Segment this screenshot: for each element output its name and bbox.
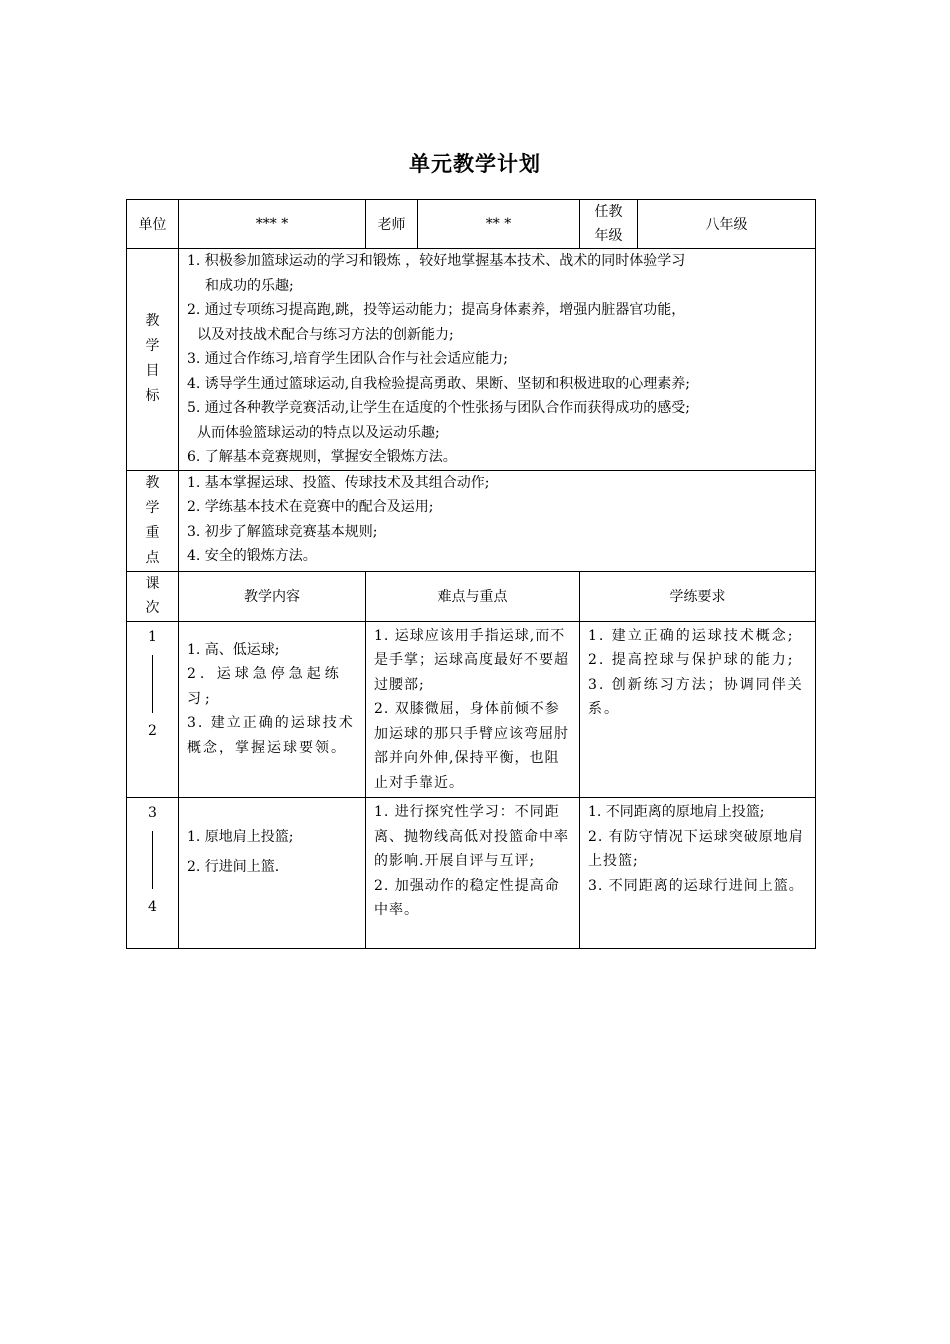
lesson-header xyxy=(127,571,179,621)
lesson-to: 4 xyxy=(148,899,157,915)
grade-label-line-2: 年级 xyxy=(594,228,623,244)
difficulty-cell xyxy=(366,621,580,798)
difficulty-cell xyxy=(366,798,580,949)
key-points-row xyxy=(127,470,816,571)
requirement-item: 2. 提高控球与保护球的能力; xyxy=(588,652,795,668)
header-row xyxy=(127,200,816,249)
requirement-item: 2. 有防守情况下运球突破原地肩上投篮; xyxy=(588,828,804,869)
objectives-label-char: 目 xyxy=(145,363,160,380)
unit-plan-table xyxy=(126,199,816,949)
requirements-cell xyxy=(580,798,816,949)
difficulty-item: 2. 加强动作的稳定性提高命中率。 xyxy=(374,877,560,918)
requirements-cell xyxy=(580,621,816,798)
difficulty-header: 难点与重点 xyxy=(366,571,580,621)
objective-item: 6. 了解基本竞赛规则，掌握安全锻炼方法。 xyxy=(187,449,457,465)
unit-value: *** * xyxy=(179,200,366,249)
teacher-value: ** * xyxy=(418,200,580,249)
objective-item: 5. 通过各种教学竞赛活动,让学生在适度的个性张扬与团队合作而获得成功的感受; xyxy=(187,400,690,416)
column-header-row xyxy=(127,571,816,621)
content-cell xyxy=(179,621,366,798)
requirement-item: 1. 建立正确的运球技术概念; xyxy=(588,627,795,644)
difficulty-item: 2. 双膝微屈，身体前倾不参加运球的那只手臂应该弯屈肘部并向外伸,保持平衡，也阻止对手靠近。 xyxy=(374,701,569,791)
objective-item: 从而体验篮球运动的特点以及运动乐趣; xyxy=(197,424,440,441)
content-item: 1. 高、低运球; xyxy=(187,641,280,658)
key-points-list xyxy=(179,470,816,571)
objectives-list xyxy=(179,249,816,471)
content-item: 2. 行进间上篮. xyxy=(187,859,280,875)
key-points-label-char: 教 xyxy=(145,474,160,491)
key-point-item: 1. 基本掌握运球、投篮、传球技术及其组合动作; xyxy=(187,474,490,491)
requirement-item: 3. 创新练习方法；协调同伴关系。 xyxy=(588,676,804,717)
content-header: 教学内容 xyxy=(179,571,366,621)
objectives-row xyxy=(127,249,816,471)
objective-item: 以及对技战术配合与练习方法的创新能力; xyxy=(197,326,454,343)
key-point-item: 4. 安全的锻炼方法。 xyxy=(187,548,317,564)
table-row xyxy=(127,798,816,949)
lesson-from: 1 xyxy=(148,628,157,645)
objectives-label-char: 教 xyxy=(145,313,160,330)
range-line xyxy=(152,655,153,713)
difficulty-item: 1. 运球应该用手指运球,而不是手掌；运球高度最好不要超过腰部; xyxy=(374,627,569,693)
objective-item: 2. 通过专项练习提高跑,跳，投等运动能力；提高身体素养，增强内脏器官功能， xyxy=(187,302,686,318)
objectives-label xyxy=(127,249,179,471)
objective-item: 4. 诱导学生通过篮球运动,自我检验提高勇敢、果断、坚韧和积极进取的心理素养; xyxy=(187,375,690,392)
table-row xyxy=(127,621,816,798)
teacher-label: 老师 xyxy=(366,200,418,249)
lesson-range xyxy=(127,798,179,949)
requirement-item: 1. 不同距离的原地肩上投篮; xyxy=(588,804,765,820)
lesson-header-char: 课 xyxy=(145,576,160,592)
key-point-item: 3. 初步了解篮球竞赛基本规则; xyxy=(187,523,378,540)
key-points-label-char: 学 xyxy=(145,499,160,516)
content-cell xyxy=(179,798,366,949)
lesson-header-char: 次 xyxy=(145,600,160,616)
page-title: 单元教学计划 xyxy=(409,151,541,176)
lesson-to: 2 xyxy=(148,722,157,739)
objectives-label-char: 学 xyxy=(145,338,160,355)
content-item: 1. 原地肩上投篮; xyxy=(187,829,294,845)
grade-label xyxy=(580,200,638,249)
content-item: 3. 建立正确的运球技术概念，掌握运球要领。 xyxy=(187,715,355,756)
key-point-item: 2. 学练基本技术在竞赛中的配合及运用; xyxy=(187,499,434,515)
key-points-label-char: 点 xyxy=(145,549,160,566)
key-points-label xyxy=(127,470,179,571)
objective-item: 和成功的乐趣; xyxy=(205,277,294,294)
unit-label: 单位 xyxy=(127,200,179,249)
content-item: 2. 运球急停急起练习; xyxy=(187,666,343,707)
difficulty-item: 1. 进行探究性学习：不同距离、抛物线高低对投篮命中率的影响.开展自评与互评; xyxy=(374,804,569,869)
lesson-from: 3 xyxy=(148,805,157,821)
grade-value: 八年级 xyxy=(638,200,816,249)
objective-item: 1. 积极参加篮球运动的学习和锻炼 ，较好地掌握基本技术、战术的同时体验学习 xyxy=(187,253,686,269)
lesson-range xyxy=(127,621,179,798)
grade-label-line-1: 任教 xyxy=(594,204,623,220)
objectives-label-char: 标 xyxy=(145,388,160,405)
key-points-label-char: 重 xyxy=(145,524,160,541)
requirements-header: 学练要求 xyxy=(580,571,816,621)
objective-item: 3. 通过合作练习,培育学生团队合作与社会适应能力; xyxy=(187,351,508,367)
requirement-item: 3. 不同距离的运球行进间上篮。 xyxy=(588,877,804,894)
range-line xyxy=(152,831,153,889)
